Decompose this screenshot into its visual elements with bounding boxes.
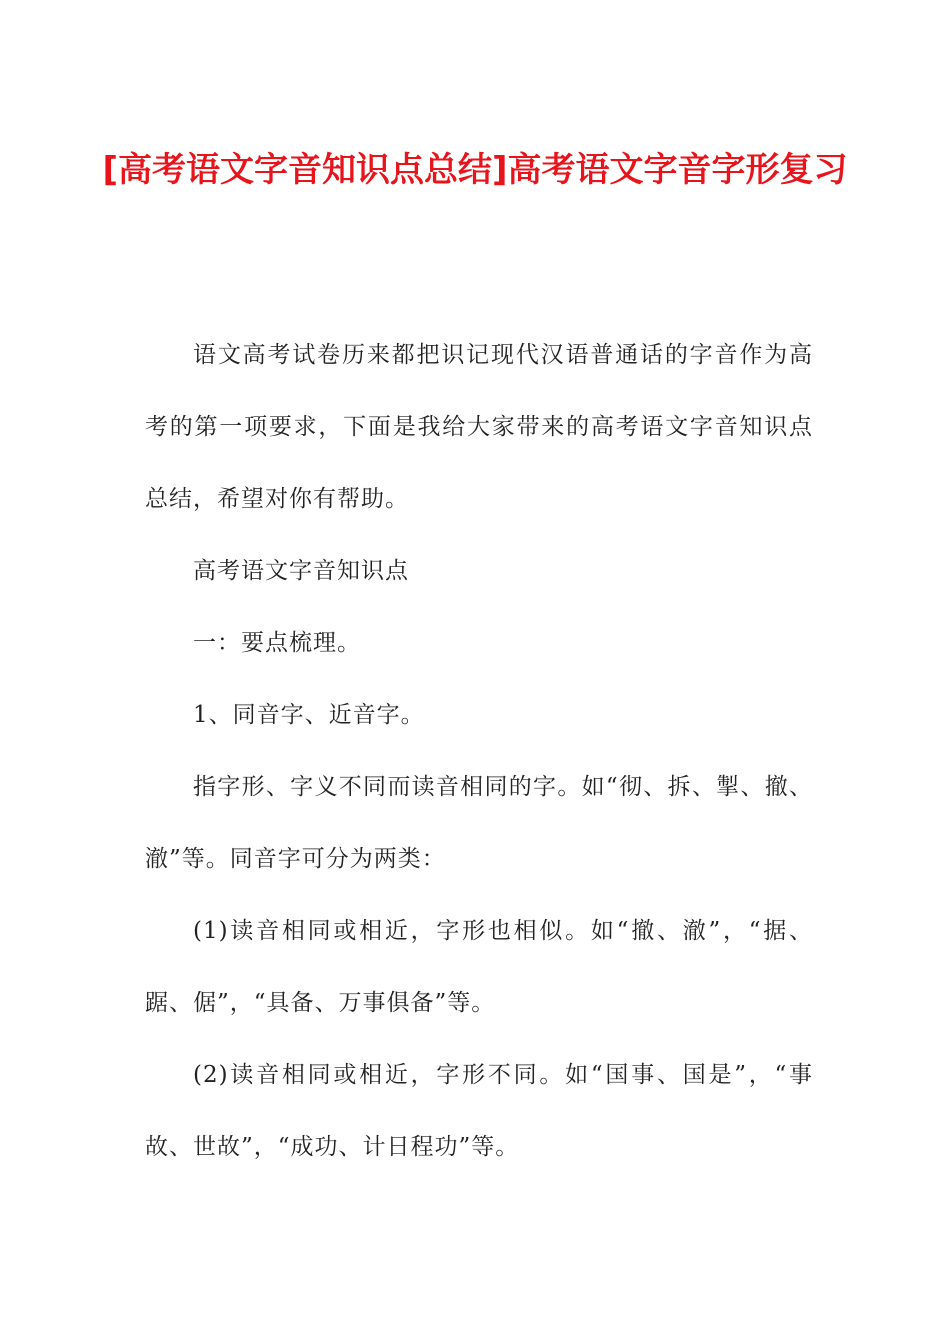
category-one-paragraph: (1)读音相同或相近，字形也相似。如“撤、澈”，“据、踞、倨”，“具备、万事俱备”等。: [145, 918, 813, 1016]
document-title: [高考语文字音知识点总结]高考语文字音字形复习: [102, 150, 848, 190]
subsection-heading: 一：要点梳理。: [193, 630, 361, 656]
category-two-paragraph: (2)读音相同或相近，字形不同。如“国事、国是”，“事故、世故”，“成功、计日程功”等。: [145, 1062, 813, 1160]
intro-paragraph: 语文高考试卷历来都把识记现代汉语普通话的字音作为高考的第一项要求，下面是我给大家带来的高考语文字音知识点总结，希望对你有帮助。: [145, 342, 813, 512]
point-heading: 1、同音字、近音字。: [193, 702, 425, 728]
definition-paragraph: 指字形、字义不同而读音相同的字。如“彻、拆、掣、撤、澈”等。同音字可分为两类：: [145, 774, 813, 872]
document-body: [145, 319, 813, 1183]
section-heading: 高考语文字音知识点: [193, 558, 409, 584]
